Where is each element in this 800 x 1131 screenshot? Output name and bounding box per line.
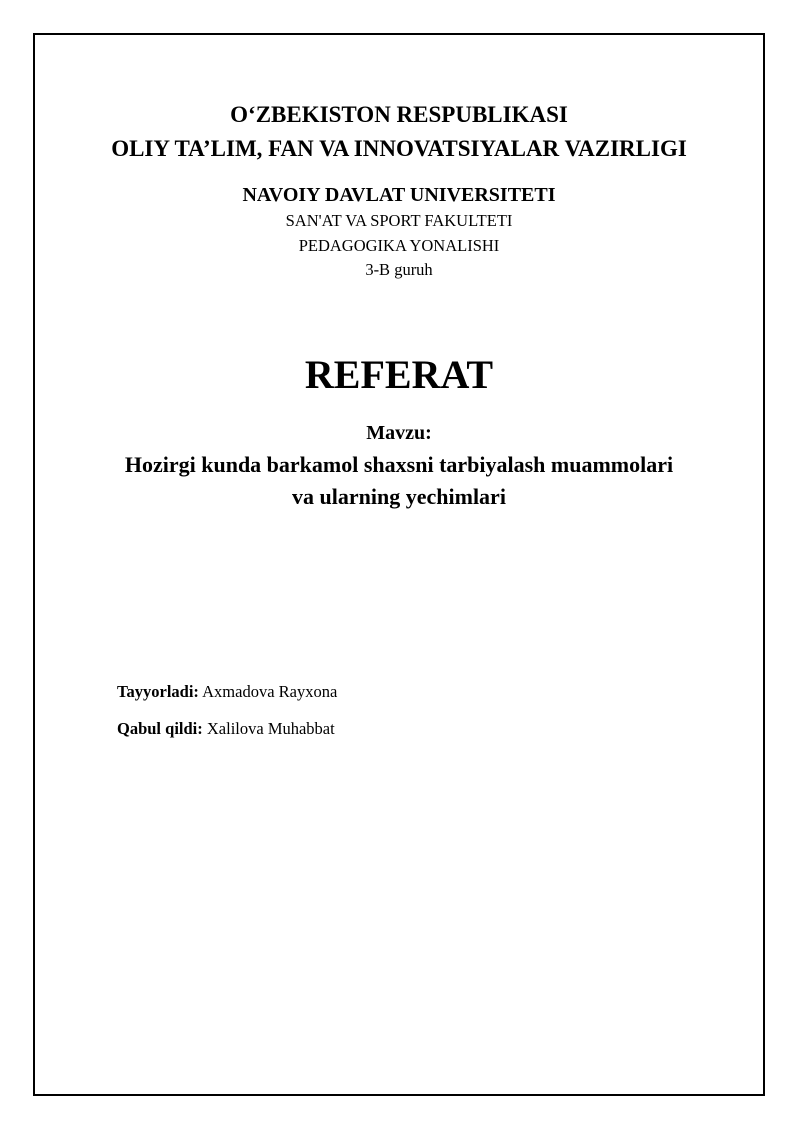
ministry-line-1: O‘ZBEKISTON RESPUBLIKASI <box>230 102 568 127</box>
university-title: NAVOIY DAVLAT UNIVERSITETI <box>242 184 556 206</box>
direction-name: PEDAGOGIKA YONALISHI <box>298 235 500 255</box>
accepted-by-label: Qabul qildi: <box>117 719 203 738</box>
topic-line-2: va ularning yechimlari <box>292 484 506 509</box>
prepared-by <box>117 680 337 704</box>
accepted-by-name: Xalilova Muhabbat <box>206 719 335 738</box>
page-border-frame <box>33 33 765 1096</box>
topic-label: Mavzu: <box>366 422 432 444</box>
document-type-title <box>35 349 763 401</box>
faculty-name: SAN'AT VA SPORT FAKULTETI <box>285 211 513 230</box>
prepared-by-label: Tayyorladi: <box>117 682 199 701</box>
topic-label-block <box>35 419 763 447</box>
topic-title-block <box>35 449 763 513</box>
ministry-header <box>35 98 763 166</box>
ministry-line-2: OLIY TA’LIM, FAN VA INNOVATSIYALAR VAZIRLIGI <box>111 136 687 161</box>
accepted-by <box>117 717 335 741</box>
university-name <box>35 181 763 209</box>
faculty-block <box>35 209 763 283</box>
group-name: 3-B guruh <box>365 260 433 279</box>
topic-line-1: Hozirgi kunda barkamol shaxsni tarbiyalash muammolari <box>124 452 674 477</box>
prepared-by-name: Axmadova Rayxona <box>202 682 338 701</box>
document-type: REFERAT <box>304 352 494 397</box>
